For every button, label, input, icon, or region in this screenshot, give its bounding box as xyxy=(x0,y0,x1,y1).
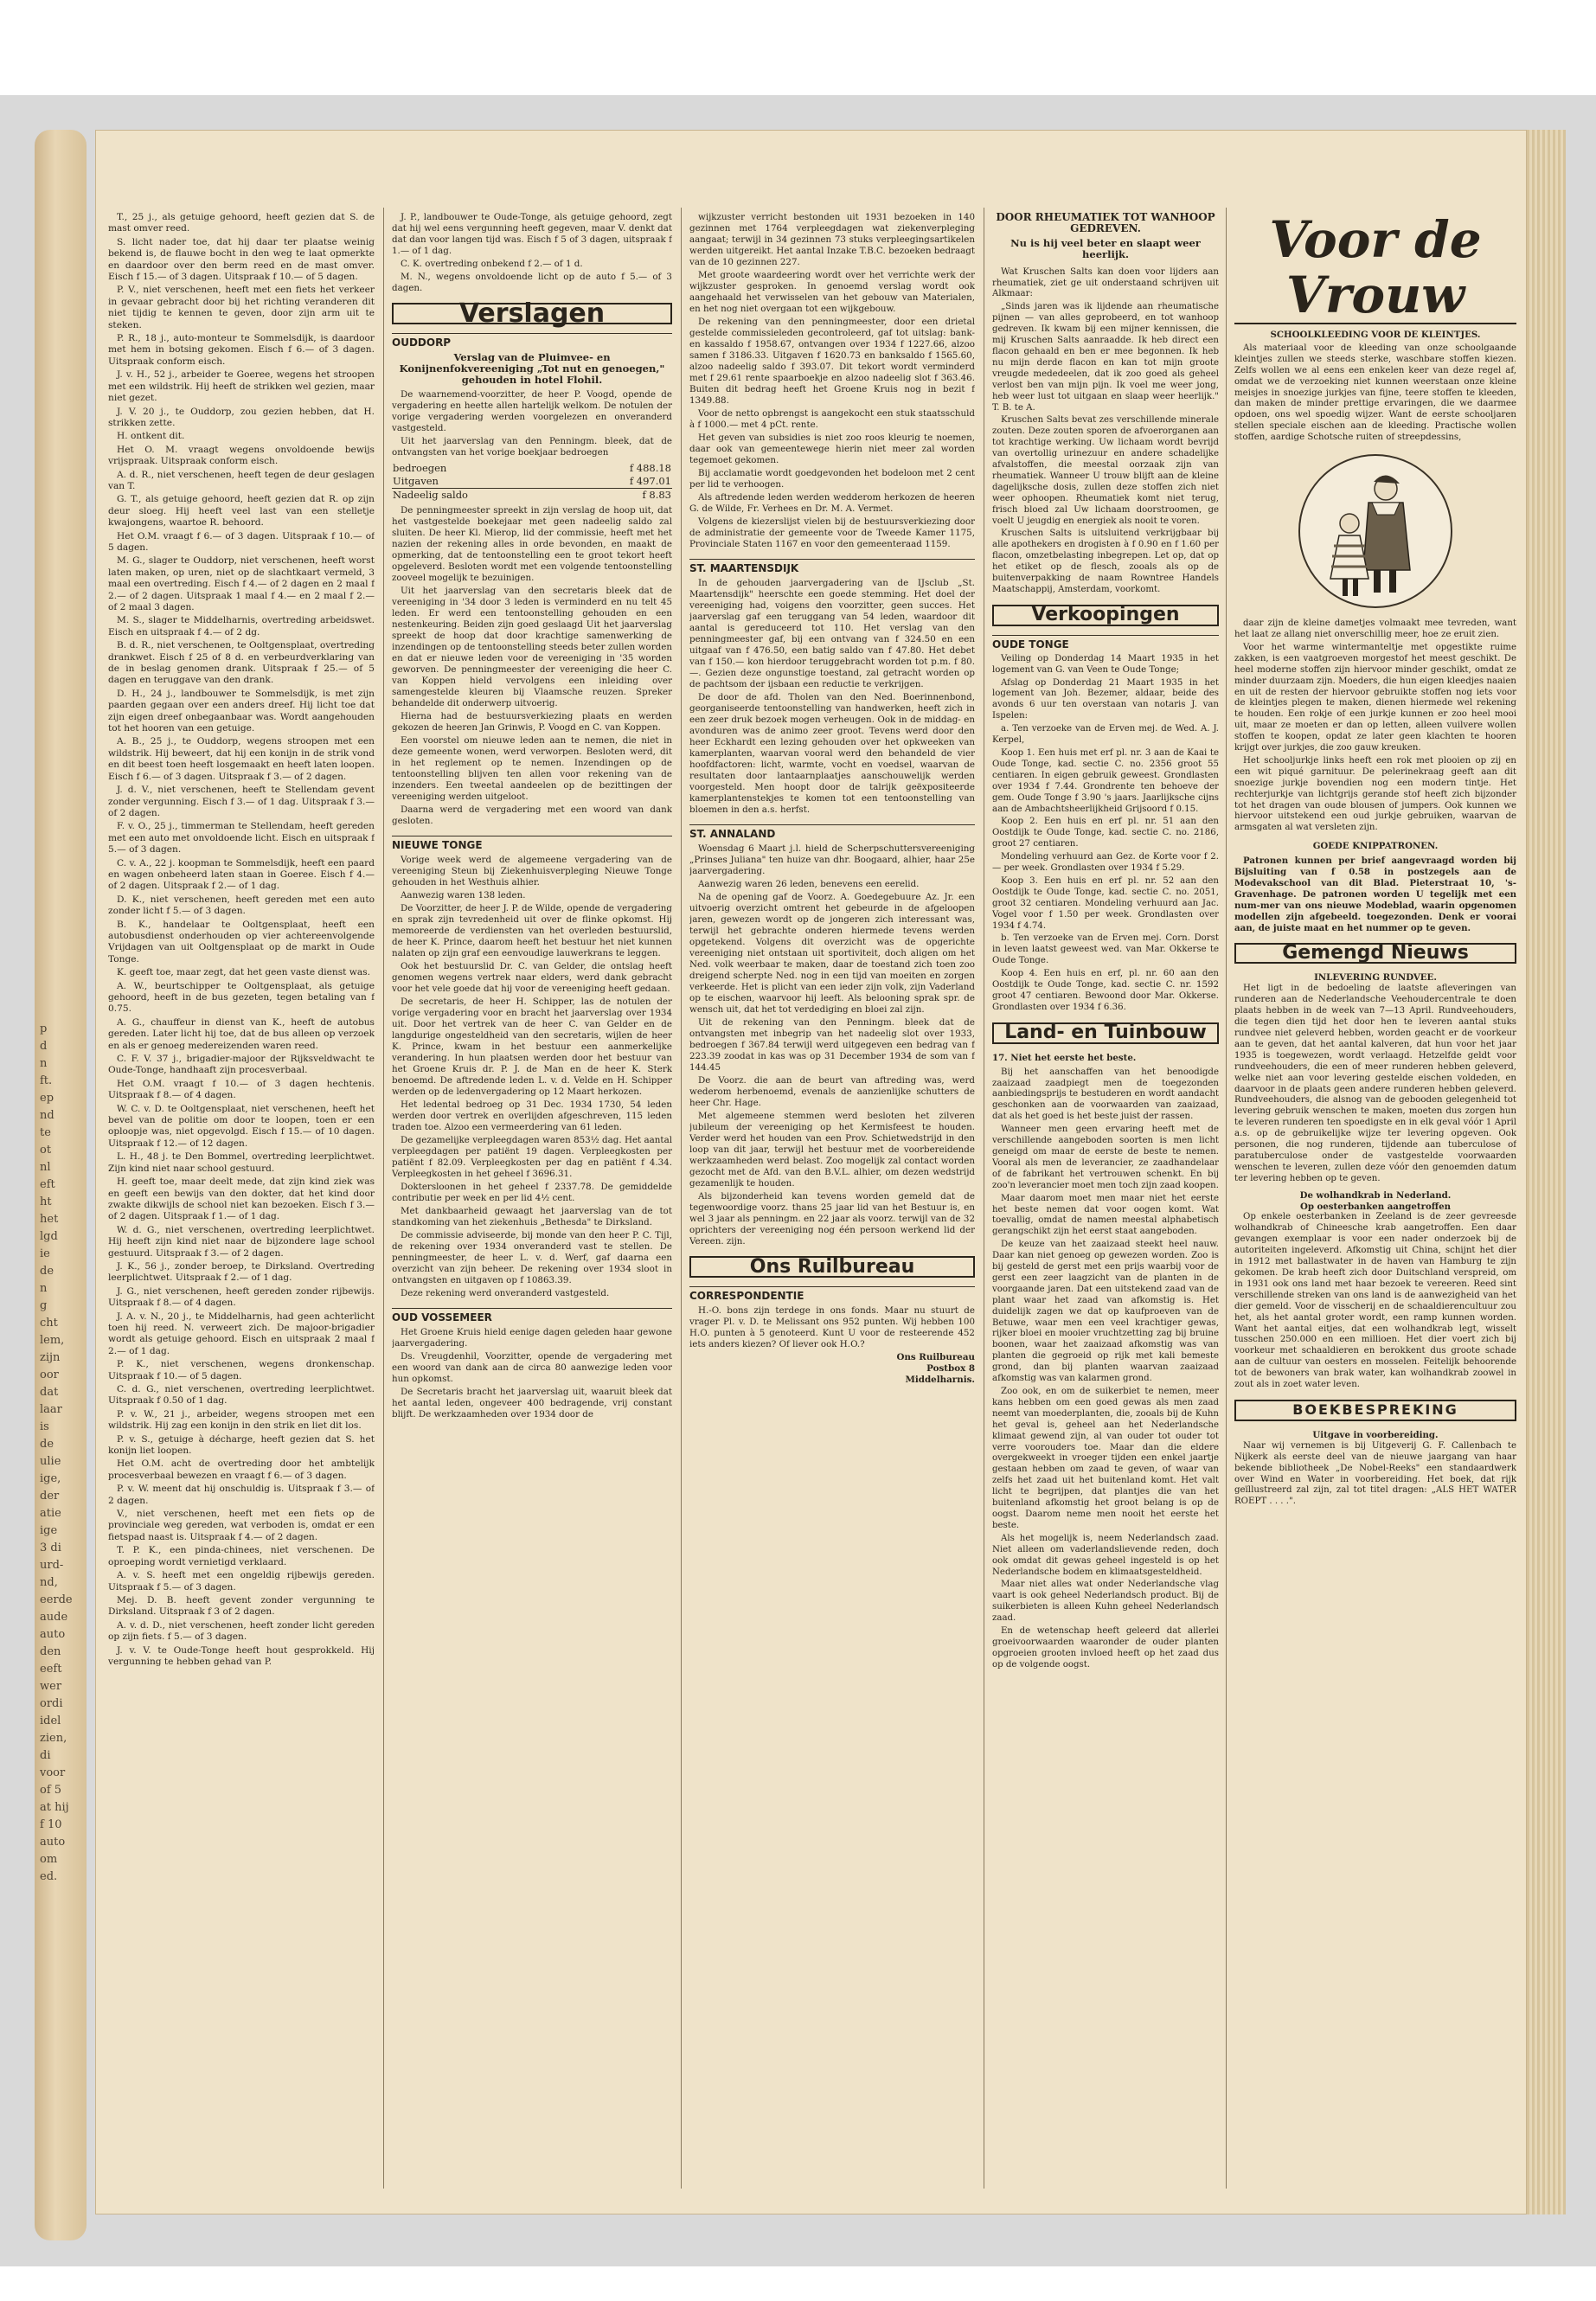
boekbespreking-subheading: Uitgave in voorbereiding. xyxy=(1312,1429,1439,1440)
finance-table xyxy=(392,462,672,502)
st-maartensdijk-report xyxy=(689,578,975,816)
oud-vossemeer-report xyxy=(392,1327,672,1420)
spine-fragment: n xyxy=(40,1057,48,1070)
oude-tonge-heading: OUDE TONGE xyxy=(992,635,1219,651)
spine-text-fragments xyxy=(40,1021,83,1886)
spine-fragment: d xyxy=(40,1040,48,1053)
table-label: bedroegen xyxy=(393,462,447,474)
report-paragraph: Het O.M. vraagt f 6.— of 3 dagen. Uitspraak f 10.— of 5 dagen. xyxy=(108,530,375,553)
st-maartensdijk-paragraph: In de gehouden jaarvergadering van de IJsclub „St. Maartensdijk" heerschte een goede stemming. Het doel der vereeniging had, voigens den voorzitter, geen succes. Het jaarverslag gaf een teruggang van 54 leden, waardoor dit aantal is gereduceerd tot 110. Het verslag van den penningmeester gaf, bij een ontvang van f 324.50 en een uitgaaf van f 476.50, een batig saldo van f 47.80. Het debet van f 150.— kon hierdoor teruggebracht worden tot p.m. f 80.—. Gezien deze ongunstige toestand, zal getracht worden op de pachtsom der ijsbaan een reductie te verkrijgen. xyxy=(689,578,975,689)
report-paragraph: M. N., wegens onvoldoende licht op de auto f 5.— of 3 dagen. xyxy=(392,272,672,293)
spine-fragment: de xyxy=(40,1265,54,1278)
kruschen-subheadline: Nu is hij veel beter en slaapt weer heerlijk. xyxy=(1010,236,1201,260)
report-paragraph: J. K., 56 j., zonder beroep, te Dirksland. Overtreding leerplichtwet. Uitspraak f 2.— of 1 dag. xyxy=(108,1260,375,1284)
table-row xyxy=(392,475,672,489)
ouddorp-paragraph: Hierna had de bestuursverkiezing plaats en werden gekozen de heeren Jan Grinwis, P. Voogd en C. van Koppen. xyxy=(392,711,672,733)
report-paragraph: Als aftredende leden werden wedderom herkozen de heeren G. de Wilde, Fr. Verhees en Dr. M. A. Vermet. xyxy=(689,492,975,514)
oud-vossemeer-heading: OUD VOSSEMEER xyxy=(392,1308,672,1324)
report-paragraph: P. R., 18 j., auto-monteur te Sommelsdijk, is daardoor met hem in botsing gekomen. Eisch f 6.— of 3 dagen. Uitspraak conform eisch. xyxy=(108,333,375,367)
kruschen-headline: DOOR RHEUMATIEK TOT WANHOOP GEDREVEN. xyxy=(996,212,1215,234)
nieuwe-tonge-paragraph: Ook het bestuurslid Dr. C. van Gelder, die ontslag heeft genomen wegens vertrek naar elders, werd dank gebracht voor het vele goede dat hij voor de vereeniging heeft gedaan. xyxy=(392,961,672,994)
report-paragraph: J. v. H., 52 j., arbeider te Goeree, wegens het stroopen met een wildstrik. Hij heeft de strikken wel gezien, maar niet gezet. xyxy=(108,369,375,404)
spine-fragment: wer xyxy=(40,1680,62,1693)
report-paragraph: J. v. V. te Oude-Tonge heeft hout gesprokkeld. Hij vergunning te hebben gehad van P. xyxy=(108,1644,375,1667)
spine-fragment: ft. xyxy=(40,1074,53,1087)
knippatronen-heading: GOEDE KNIPPATRONEN. xyxy=(1312,841,1439,852)
spine-fragment: 3 di xyxy=(40,1541,61,1554)
report-paragraph: C. F. V. 37 j., brigadier-majoor der Rijksveldwacht te Oude-Tonge, handhaaft zijn procesverbaal. xyxy=(108,1054,375,1076)
oud-vossemeer-paragraph: Ds. Vreugdenhil, Voorzitter, opende de vergadering met een woord van dank aan de circa 80 aanwezige leden voor hun opkomst. xyxy=(392,1351,672,1384)
report-paragraph: B. d. R., niet verschenen, te Ooltgensplaat, overtreding drankwet. Eisch f 25 of 8 d. en verbeurdverklaring van de in beslag genomen drank. Uitspraak f 25.— of 5 dagen en teruggave van den drank. xyxy=(108,640,375,686)
report-paragraph: P. v. W. meent dat hij onschuldig is. Uitspraak f 3.— of 2 dagen. xyxy=(108,1484,375,1506)
report-paragraph: Bij acclamatie wordt goedgevonden het bodeloon met 2 cent per lid te verhoogen. xyxy=(689,468,975,490)
report-paragraph: C. v. A., 22 j. koopman te Sommelsdijk, heeft een paard en wagen onbeheerd laten staan in Goeree. Eisch f 4.— of 2 dagen. Uitspraak f 2.— of 1 dag. xyxy=(108,857,375,892)
report-paragraph: J. V. 20 j., te Ouddorp, zou gezien hebben, dat H. strikken zette. xyxy=(108,406,375,428)
report-paragraph: P. v. W., 21 j., arbeider, wegens stroopen met een wildstrik. Hij zag een konijn in den strik en liet dit los. xyxy=(108,1408,375,1432)
table-label: Uitgaven xyxy=(393,475,439,487)
nieuwe-tonge-paragraph: Het ledental bedroeg op 31 Dec. 1934 1730, 54 leden werden door vertrek en overlijden afgeschreven, 115 leden traden toe. Alzoo een vermeerdering van 61 leden. xyxy=(392,1099,672,1132)
spine-fragment: at hij xyxy=(40,1801,69,1814)
report-paragraph: C. d. G., niet verschenen, overtreding leerplichtwet. Uitspraak f 0.50 of 1 dag. xyxy=(108,1384,375,1407)
verkooping-paragraph: a. Ten verzoeke van de Erven mej. de Wed. A. J. Kerpel, xyxy=(992,724,1219,746)
column-rule xyxy=(681,208,682,2189)
report-paragraph: W. C. v. D. te Ooltgensplaat, niet verschenen, heeft het bevel van de politie om door te loopen, toen er een oploopje was, niet opgevolgd. Eisch f 15.— of 10 dagen. Uitspraak f 12.— of 12 dagen. xyxy=(108,1103,375,1149)
kruschen-paragraph: „Sinds jaren was ik lijdende aan rheumatische pijnen — van alles geprobeerd, en tot wanhoop gedreven. Ik kwam bij een mijner kennissen, die mij Kruschen Salts aanraadde. Ik heb direct een flacon gehaald en ben er mee begonnen. Ik heb nu mijn derde flacon en kan tot mijn groote vreugde mededeelen, dat ik zoo goed als geheel verlost ben van mijn pijn. Ik voel me weer jong, heb weer lust tot uitgaan en slaap weer heerlijk." T. B. te A. xyxy=(992,302,1219,413)
report-paragraph: H. ontkent dit. xyxy=(117,431,185,442)
land-tuinbouw-paragraph: Maar niet alles wat onder Nederlandsche vlag vaart is ook geheel Nederlandsch product. Bij de suikerbieten is alleen Kuhn geheel Nederlandsch zaad. xyxy=(992,1580,1219,1624)
report-paragraph: P. K., niet verschenen, wegens dronkenschap. Uitspraak f 10.— of 5 dagen. xyxy=(108,1359,375,1381)
report-paragraph: A. d. R., niet verschenen, heeft tegen de deur geslagen van T. xyxy=(108,469,375,491)
st-annaland-paragraph: Met algemeene stemmen werd besloten het zilveren jubileum der vereeniging op het Kermisfeest te houden. Verder werd het houden van een Prov. Schietwedstrijd in den loop van dit jaar, terwijl het bestuur met de voorbereidende werkzaamheden werd belast. Zoo mogelijk zal contact worden gezocht met de Afd. van den B.V.L. alhier, om dezen wedstrijd gezamenlijk te houden. xyxy=(689,1111,975,1189)
report-paragraph: V., niet verschenen, heeft met een fiets op de provinciale weg gereden, wat verboden is, omdat er een fietspad naast is. Uitspraak f 4.— of 2 dagen. xyxy=(108,1509,375,1542)
oud-vossemeer-paragraph: Het Groene Kruis hield eenige dagen geleden haar gewone jaarvergadering. xyxy=(392,1327,672,1349)
spine-fragment: nd xyxy=(40,1109,54,1122)
report-paragraph: Volgens de kiezerslijst vielen bij de bestuursverkiezing door de administratie der gemeente voor de Tweede Kamer 1175, Provinciale Staten 1167 en voor den gemeenteraad 1159. xyxy=(689,516,975,549)
table-label: Nadeelig saldo xyxy=(392,489,571,503)
report-paragraph: T. P. K., een pinda-chinees, niet verschenen. De oproeping wordt vernietigd verklaard. xyxy=(108,1545,375,1567)
st-annaland-paragraph: Na de opening gaf de Voorz. A. Goedegebuure Az. Jr. een uitvoerig overzicht omtrent het gebeurde in de afgeloopen jaren, gewezen wordt op de jongeren zich interessant was, terwijl het gebrachte onderen hiermede tevens werden opgetekend. Volgens dit overzicht was de opgerichte vereeniging niet ontstaan uit sportiviteit, doch aligen om het Ned. volk weerbaar te maken, daar de toestand zich toen zoo dreigend scherpte Ned. nog in een tijd van moeiten en zorgen verkeerde. Het is plicht van een ieder zijn volk, zijn Vaderland op te eischen, waarvoor hij leeft. Als belooning sprak spr. de wensch uit, dat het tot verdediging en bloei zal zijn. xyxy=(689,892,975,1015)
st-annaland-paragraph: Uit de rekening van den Penningm. bleek dat de ontvangsten met inbegrip van het nadeelig slot over 1933, bedroegen f 367.84 terwijl werd uitgegeven een bedrag van f 223.39 zoodat in kas was op 31 December 1934 de som van f 144.45 xyxy=(689,1017,975,1073)
gemengd-nieuws-heading: Gemengd Nieuws xyxy=(1234,943,1516,965)
land-tuinbouw-paragraph: En de wetenschap heeft geleerd dat allerlei groeivoorwaarden waaronder de ouder planten opgroeien grooten invloed heeft op het zaad dus op de volgende oogst. xyxy=(992,1626,1219,1670)
spine-fragment: cht xyxy=(40,1317,58,1330)
report-paragraph: J. G., niet verschenen, heeft gereden zonder rijbewijs. Uitspraak f 8.— of 4 dagen. xyxy=(108,1285,375,1309)
schoolkleeding-paragraph: Het schooljurkje links heeft een rok met plooien op zij en een wit piqué garnituur. De pelerinekraag geeft aan dit snoezige jurkje bovendien nog een modern tintje. Het rechterjurkje van lichtgrijs gerande stof heeft zich bijzonder tot het dragen van oude blousen of jumpers. Ook kunnen we hiervoor uitstekend een oud jurkje gebruiken, waarvan de armsgaten al wat versleten zijn. xyxy=(1234,755,1516,833)
verkoopingen-heading: Verkoopingen xyxy=(992,605,1219,626)
report-paragraph: P. V., niet verschenen, heeft met een fiets het verkeer in gevaar gebracht door bij het richting veranderen dit niet tijdig te kennen te geven, door zijn arm uit te steken. xyxy=(108,285,375,330)
spine-fragment: of 5 xyxy=(40,1784,62,1797)
report-paragraph: Met groote waardeering wordt over het verrichte werk der wijkzuster gesproken. In genoemd verslag wordt ook aangehaald het verwisselen van het gebouw van Materialen, en het nog niet overgaan tot een wijkgebouw. xyxy=(689,270,975,314)
court-reports xyxy=(108,212,375,1668)
column-rule xyxy=(383,208,384,2189)
report-paragraph: wijkzuster verricht bestonden uit 1931 bezoeken in 140 gezinnen met 1764 verpleegdagen wat ziekenverpleging aangaat; terwijl in 34 gezinnen 73 stuks verpleegingsartikelen werden uitgereikt. Het aantal Inzake T.B.C. bezoeken bedraagt van de 10 gezinnen 227. xyxy=(689,212,975,267)
nieuwe-tonge-paragraph: De commissie adviseerde, bij monde van den heer P. C. Tijl, de rekening over 1934 onveranderd vast te stellen. De penningmeester, de heer L. v. d. Werf, gaf daarna een overzicht van zijn beheer. De rekening over 1934 sloot in ontvangsten en uitgaven op f 10863.39. xyxy=(392,1230,672,1285)
report-paragraph: C. K. overtreding onbekend f 2.— of 1 d. xyxy=(401,259,583,269)
table-row xyxy=(392,489,672,503)
spine-fragment: ed. xyxy=(40,1870,58,1883)
report-paragraph: G. T., als getuige gehoord, heeft gezien dat R. op zijn deur sloeg. Hij heeft veel last van een stelletje kwajongens, waartoe R. behoord. xyxy=(108,494,375,529)
correspondentie-text: H.-O. bons zijn terdege in ons fonds. Maar nu stuurt de vrager Pl. v. D. te Melissant ons 952 punten. Wij hebben 100 H.O. punten à 5 genoteerd. Kunt U voor de resteerende 452 iets anders kiezen? Of liever ook H.O.? xyxy=(689,1305,975,1349)
spine-fragment: aude xyxy=(40,1611,68,1624)
verkooping-paragraph: Koop 3. Een huis en erf pl. nr. 52 aan den Oostdijk te Oude Tonge, kad. sectie C. no. 2051, groot 32 centiaren. Mondeling verhuurd aan Jac. Vogel voor f 1.50 per week. Grondlasten over 1934 f 4.74. xyxy=(992,875,1219,931)
report-paragraph: D. H., 24 j., landbouwer te Sommelsdijk, is met zijn paarden gegaan over een anders dreef. Hij licht toe dat zijn eigen dreef onbegaanbaar was. Wordt aangehouden tot het hooren van een getuige. xyxy=(108,688,375,734)
column-1 xyxy=(108,212,375,2176)
st-annaland-paragraph: Als bijzonderheid kan tevens worden gemeld dat de tegenwoordige voorz. thans 25 jaar lid van het Bestuur is, en wel 3 jaar als penningm. en 22 jaar als voorz. terwijl van de 32 oprichters der vereeniging nog één persoon werkend lid der Vereen. zijn. xyxy=(689,1191,975,1247)
spine-fragment: voor xyxy=(40,1766,66,1779)
nieuwe-tonge-paragraph: Met dankbaarheid gewaagt het jaarverslag van de tot standkoming van het ziekenhuis „Bethesda" te Dirksland. xyxy=(392,1206,672,1227)
verslagen-heading: Verslagen xyxy=(392,303,672,324)
kruschen-paragraph: Kruschen Salts is uitsluitend verkrijgbaar bij alle apothekers en drogisten à f 0.90 en f 1.60 per flacon, omzetbelasting inbegrepen. Let op, dat op het etiket op de flesch, zooals als op de buitenverpakking de naam Rowntree Handels Maatschappij, Amsterdam, voorkomt. xyxy=(992,529,1219,594)
spine-fragment: ht xyxy=(40,1195,52,1208)
report-paragraph: J. A. v. N., 20 j., te Middelharnis, had geen achterlicht toen hij reed. N. verweert zich. De majoor-brigadier wordt als getuige gehoord. Eisch en uitspraak 2 maal f 2.— of 1 dag. xyxy=(108,1311,375,1356)
kruschen-paragraph: Kruschen Salts bevat zes verschillende minerale zouten. Deze zouten sporen de afvoerorganen aan tot krachtige werking. Uw lichaam wordt bevrijd van overtollig urinezuur en andere schadelijke afvalstoffen, die meestal oorzaak zijn van rheumatiek. Wanneer U trouw blijft aan de kleine dagelijksche dosis, zullen deze stoffen zich niet weer ophoopen. Rheumatiek komt niet terug, frisch bloed zal Uw lichaam doorstroomen, ge voelt U jeugdig en energiek als nooit te voren. xyxy=(992,415,1219,526)
kruschen-paragraph: Wat Kruschen Salts kan doen voor lijders aan rheumatiek, ziet ge uit onderstaand schrijven uit Alkmaar: xyxy=(992,266,1219,299)
ouddorp-paragraph: Een voorstel om nieuwe leden aan te nemen, die niet in deze gemeente wonen, werd verworpen. Besloten werd, dit in het reglement op te nemen. Inzendingen op de tentoonstelling blijven ten allen voor rekening van de inzenders. Een tweetal aandeelen op de bezittingen der vereeniging werden uitgeloot. xyxy=(392,735,672,802)
nieuwe-tonge-paragraph: Doktersloonen in het geheel f 2337.78. De gemiddelde contributie per week en per lid 4½ cent. xyxy=(392,1182,672,1203)
spine-fragment: eeft xyxy=(40,1663,62,1676)
report-paragraph: A. B., 25 j., te Ouddorp, wegens stroopen met een wildstrik. Hij beweert, dat hij een konijn in de strik vond en dit beest toen heeft losgemaakt en heeft laten loopen. Eisch f 6.— of 3 dagen. Uitspraak f 3.— of 2 dagen. xyxy=(108,736,375,782)
voor-de-vrouw-masthead: Voor de Vrouw xyxy=(1234,212,1516,324)
spine-fragment: nl xyxy=(40,1161,51,1174)
nieuwe-tonge-paragraph: Deze rekening werd onveranderd vastgesteld. xyxy=(401,1288,610,1298)
ouddorp-heading: OUDDORP xyxy=(392,333,672,349)
nieuwe-tonge-paragraph: De Voorzitter, de heer J. P. de Wilde, opende de vergadering en sprak zijn tevredenheid uit over de flinke opkomst. Hij memoreerde de verdiensten van het overleden bestuurslid, de heer K. Prince, daarom heeft het bestuur het niet kunnen nalaten op zijn graf een eenvoudige lauwerkrans te leggen. xyxy=(392,903,672,958)
wolhandkrab-subheading: Op oesterbanken aangetroffen xyxy=(1299,1201,1452,1212)
nieuwe-tonge-paragraph: De gezamelijke verpleegdagen waren 853½ dag. Het aantal verpleegdagen per patiënt 19 dagen. Verpleegkosten per patiënt f 82.09. Verpleegkosten per dag en patiënt f 4.34. Verpleegkosten in het geheel f 3696.31. xyxy=(392,1135,672,1179)
table-value: f 488.18 xyxy=(629,462,671,474)
correspondentie-heading: CORRESPONDENTIE xyxy=(689,1286,975,1302)
spine-fragment: n xyxy=(40,1282,48,1295)
report-paragraph: Het geven van subsidies is niet zoo roos kleurig te noemen, daar ook van gemeentewege hierin niet meer zal worden tegemoet gekomen. xyxy=(689,433,975,465)
table-value: f 8.83 xyxy=(571,489,672,503)
land-tuinbouw-paragraph: Maar daarom moet men maar niet het eerste het beste nemen dat voor oogen komt. Wat toevallig, omdat de namen meestal alphabetisch gerangschikt zijn het eerst staat aangeboden. xyxy=(992,1193,1219,1237)
spine-fragment: ie xyxy=(40,1247,50,1260)
spine-fragment: ige, xyxy=(40,1472,61,1485)
spine-fragment: eerde xyxy=(40,1593,73,1606)
kruschen-advertorial xyxy=(992,267,1219,596)
land-subheading: 17. Niet het eerste het beste. xyxy=(992,1052,1137,1063)
ouddorp-paragraph: Uit het jaarverslag van den Penningm. bleek, dat de ontvangsten van het vorige boekjaar bedroegen xyxy=(392,436,672,458)
table-row xyxy=(392,462,672,475)
spine-fragment: de xyxy=(40,1438,54,1451)
report-paragraph: P. v. S., getuige à décharge, heeft gezien dat S. het konijn liet loopen. xyxy=(108,1433,375,1457)
schoolkleeding-paragraph: Voor het warme wintermanteltje met opgestikte ruime zakken, is een vaatgroeven morgestof het meest geschikt. De heel moderne stoffen zijn hiervoor minder geschikt, omdat ze minder duurzaam zijn. Moeders, die hun eigen kleedjes naaien en uit de resten der hiervoor gebruikte stoffen nog iets voor de kleintjes plegen te maken, dienen hiermede wel rekening te houden. Een rokje of een jurkje kunnen er zoo heel mooi uit, maar ze moeten er dan op letten, alleen vuilvere wollen stoffen te koopen, opdat ze later geen klachten te hooren krijgt over jurkjes, die zoo gauw kreuken. xyxy=(1234,642,1516,753)
rundvee-heading: INLEVERING RUNDVEE. xyxy=(1314,972,1437,984)
st-maartensdijk-heading: ST. MAARTENSDIJK xyxy=(689,559,975,574)
spine-fragment: p xyxy=(40,1022,48,1035)
spine-fragment: urd- xyxy=(40,1559,64,1572)
spine-fragment: f 10 xyxy=(40,1818,62,1831)
spine-fragment: auto xyxy=(40,1628,66,1641)
schoolkleeding-intro: Als materiaal voor de kleeding van onze schoolgaande kleintjes zullen we steeds sterke, waschbare stoffen kiezen. Zelfs wollen we al eens een enkelen keer van deze regel af, omdat we de verzoeking niet kunnen weerstaan onze kleine meisjes in snoezige jurkjes van fijne, teere stoffen te kleeden, dan maken de minder prettige ervaringen, die we daarmee opdoen, ons wel spoedig wijzer. Want de eerste schooljaren stellen speciale eischen aan de kleeding. Practische wollen stoffen, aardige Schotsche ruiten of streepdessins, xyxy=(1234,343,1516,443)
land-tuinbouw-paragraph: Wanneer men geen ervaring heeft met de verschillende aangeboden soorten is men licht geneigd om maar de eerste de beste te nemen. Vooral als men de leverancier, ze zaadhandelaar of de fabrikant het vertrouwen schenkt. En bij zoo'n leverancier moet men toch zijn zaad koopen. xyxy=(992,1125,1219,1190)
spine-fragment: auto xyxy=(40,1836,66,1849)
ouddorp-paragraph: Daarna werd de vergadering met een woord van dank gesloten. xyxy=(392,804,672,826)
spine-fragment: het xyxy=(40,1213,59,1226)
column-2 xyxy=(392,212,672,2176)
st-annaland-paragraph: Aanwezig waren 26 leden, benevens een eerelid. xyxy=(698,879,920,889)
spine-fragment: zien, xyxy=(40,1732,67,1745)
verkooping-paragraph: Koop 4. Een huis en erf, pl. nr. 60 aan den Oostdijk te Oude Tonge, kad. sectie C. nr. 1592 groot 47 centiaren. Bewoond door Mar. Okkerse. Grondlasten over 1934 f 6.36. xyxy=(992,969,1219,1012)
land-tuinbouw-paragraph: Zoo ook, en om de suikerbiet te nemen, meer kans hebben om een goed gewas als men zaad neemt van moederplanten, die, zooals bij de Kuhn het geval is, geheel aan het Nederlandsche klimaat gewend zijn, al van ouder tot ouder tot verre voorouders toe. Maar dan die eldere overgekweekt in vroeger tijden een enkel jaartje gestaan hebben om zaad te geven, of waar van zelfs het zaad uit het buitenland komt. Het valt licht te begrijpen, dat plantjes die van het buitenland afkomstig het groot belang is op de oogst. Daarom neme men nooit het eerste het beste. xyxy=(992,1387,1219,1530)
spine-fragment: ordi xyxy=(40,1697,63,1710)
report-paragraph: Het O.M. vraagt f 10.— of 3 dagen hechtenis. Uitspraak f 8.— of 4 dagen. xyxy=(108,1078,375,1101)
schoolkleeding-article xyxy=(1234,619,1516,834)
spine-fragment: den xyxy=(40,1645,61,1658)
column-4 xyxy=(992,212,1219,2176)
verkooping-paragraph: Veiling op Donderdag 14 Maart 1935 in het logement van G. van Veen te Oude Tonge; xyxy=(992,653,1219,675)
ouddorp-paragraph: Uit het jaarverslag van den secretaris bleek dat de vereeniging in '34 door 3 leden is verminderd en nu telt 45 leden. Er werd een tentoonstelling gehouden en een nestenkeuring. Beiden zijn goed geslaagd Uit het jaarverslag spreekt de hoop dat door krachtige samenwerking de inzendingen op de tentoonstelling steeds beter zullen worden en dat er nieuwe leden voor de vereeniging in '35 worden geworven. De penningmeester der vereeniging die heer C. van Koppen hield vervolgens een inleiding over samengestelde kleuren bij Vlaamsche reuzen. Spreker behandelde dit onderwerp uitvoerig. xyxy=(392,586,672,708)
oud-vossemeer-paragraph: De Secretaris bracht het jaarverslag uit, waaruit bleek dat het aantal leden, ongeveer 400 bedragende, vrij constant blijft. De werkzaamheden over 1934 door de xyxy=(392,1387,672,1420)
boekbespreking-text: Naar wij vernemen is bij Uitgeverij G. F. Callenbach te Nijkerk als eerste deel van de nieuwe jaargang van haar bekende bibliotheek „De Nobel-Reeks" een standaardwerk over Wind en Water in voorbereiding. Het boek, dat rijk geïllustreerd zal zijn, zal tot titel dragen: „ALS HET WATER ROEPT . . . .". xyxy=(1234,1440,1516,1507)
verkooping-paragraph: Mondeling verhuurd aan Gez. de Korte voor f 2.— per week. Grondlasten over 1934 f 5.29. xyxy=(992,852,1219,874)
contact-line: Middelharnis. xyxy=(905,1375,975,1385)
report-paragraph: D. K., niet verschenen, heeft gereden met een auto zonder licht f 5.— of 3 dagen. xyxy=(108,894,375,917)
st-annaland-paragraph: Woensdag 6 Maart j.l. hield de Scherpschuttersvereeniging „Prinses Juliana" ten huize van dhr. Boogaard, alhier, haar 25e jaarvergadering. xyxy=(689,843,975,876)
spine-fragment: is xyxy=(40,1420,49,1433)
court-reports-continued xyxy=(392,212,672,294)
wolhandkrab-text: Op enkele oesterbanken in Zeeland is de zeer gevreesde wolhandkrab of Chineesche krab aangetroffen. Een daar gevangen exemplaar is voor een nader onderzoek bij de autoriteiten ingeleverd. Afkomstig uit China, schijnt het dier in 1912 met ballastwater in de haven van Hamburg te zijn gekomen. De krab heeft zich door Duitschland verspreid, om in 1931 ook ons land met haar bezoek te vereeren. Reed sint verschillende streken van ons land is de aanwezigheid van het dier gemeld. Voor de visscherij en de schaaldierencultuur zou het, als het aantal groter wordt, een ramp kunnen worden. Want het aantal eitjes, dat een wolhandkrab legt, wisselt tusschen 250.000 en een millioen. Het dier voert zich bij voorkeur met schaaldieren en berokkent dus groote schade aan de cultuur van oesters en mosselen. Feitelijk behoorende tot de bewoners van brak water, kan wolhandkrab zoowel in zout als in zoet water leven. xyxy=(1234,1212,1516,1390)
st-maartensdijk-paragraph: De door de afd. Tholen van den Ned. Boerinnenbond, georganiseerde tentoonstelling van handwerken, heeft zich in een zeer druk bezoek mogen verheugen. Ook in de middag- en avonduren was de animo zeer groot. Tevens werd door den heer Eckhardt een lezing gehouden over het opkweeken van kamerplanten, waarvan vooral werd den behandeld de vier hoofdfactoren: licht, warmte, vocht en voedsel, waarvan de resultaten door lantaarnplaatjes aanschouwelijk werden voorgesteld. Men hoopt door de talrijk geëxpositeerde kamerplantenstekjes te komen tot een tentoonstelling van bloemen in den a.s. herfst. xyxy=(689,692,975,815)
report-paragraph: M. S., slager te Middelharnis, overtreding arbeidswet. Eisch en uitspraak f 4.— of 2 dg. xyxy=(108,615,375,638)
nieuwe-tonge-paragraph: Vorige week werd de algemeene vergadering van de vereeniging Steun bij Ziekenhuisverpleging Nieuwe Tonge gehouden in het Westhuis alhier. xyxy=(392,855,672,888)
table-value: f 497.01 xyxy=(629,475,671,487)
spine-fragment: laar xyxy=(40,1403,62,1416)
land-tuinbouw-heading: Land- en Tuinbouw xyxy=(992,1022,1219,1044)
report-paragraph: K. geeft toe, maar zegt, dat het geen vaste dienst was. xyxy=(117,967,370,978)
report-paragraph: F. v. O., 25 j., timmerman te Stellendam, heeft gereden met een auto met onvoldoende licht. Eisch en uitspraak f 5.— of 3 dagen. xyxy=(108,821,375,856)
report-paragraph: Het O. M. vraagt wegens onvoldoende bewijs vrijspraak. Uitspraak conform eisch. xyxy=(108,444,375,467)
report-paragraph: Voor de netto opbrengst is aangekocht een stuk staatsschuld à f 1000.— met 4 pCt. rente. xyxy=(689,408,975,430)
spine-fragment: eft xyxy=(40,1178,55,1191)
nieuwe-tonge-heading: NIEUWE TONGE xyxy=(392,836,672,851)
ouddorp-subheading: Verslag van de Pluimvee- en Konijnenfokvereeniging „Tot nut en genoegen," gehouden in hotel Flohil. xyxy=(399,351,665,386)
spine-fragment: te xyxy=(40,1126,51,1139)
land-tuinbouw-paragraph: Als het mogelijk is, neem Nederlandsch zaad. Niet alleen om vaderlandslievende reden, doch ook omdat dit gewas geheel ingesteld is op het Nederlandsche bodem en klimaatsgesteldheid. xyxy=(992,1533,1219,1577)
spine-fragment: idel xyxy=(40,1715,61,1727)
spine-fragment: ige xyxy=(40,1524,58,1537)
report-paragraph: Het O.M. acht de overtreding door het ambtelijk procesverbaal bewezen en vraagt f 6.— of 3 dagen. xyxy=(108,1458,375,1481)
ons-ruilbureau-heading: Ons Ruilbureau xyxy=(689,1256,975,1278)
verkooping-paragraph: Afslag op Donderdag 21 Maart 1935 in het logement van Joh. Bezemer, aldaar, beide des avonds 6 uur ten overstaan van notaris J. van Ispelen: xyxy=(992,677,1219,721)
spine-fragment: atie xyxy=(40,1507,61,1520)
wolhandkrab-heading: De wolhandkrab in Nederland. xyxy=(1299,1189,1452,1201)
page-edge xyxy=(1527,130,1566,2214)
ruilbureau-contact xyxy=(689,1352,975,1386)
knippatronen-text: Patronen kunnen per brief aangevraagd worden bij Bijsluiting van f 0.58 in postzegels aan de Modevakschool van dit Blad. Pieterstraat 10, 's-Gravenhage. De patronen worden U tegelijk met een num-mer van ons nieuwe Modeblad, waarin opgenomen modellen zijn afgebeeld. toegezonden. Denk er voorai aan, de juiste maat en het nummer op te geven. xyxy=(1234,856,1516,933)
spine-fragment: lgd xyxy=(40,1230,58,1243)
spine-fragment: nd, xyxy=(40,1576,58,1589)
ouddorp-paragraph: De waarnemend-voorzitter, de heer P. Voogd, opende de vergadering en heette allen hartelijk welkom. De notulen der vorige vergadering werden voorgelezen en onveranderd vastgesteld. xyxy=(392,389,672,433)
schoolkleeding-paragraph: daar zijn de kleine dametjes volmaakt mee tevreden, want het laat ze allang niet onverschillig meer, hoe ze eruit zien. xyxy=(1234,619,1516,639)
rundvee-text: Het ligt in de bedoeling de laatste afleveringen van runderen aan de Nederlandsche Veehoudercentrale te doen plaats hebben in de week van 7—13 April. Rundveehouders, die tegen dien tijd het door hen te leveren aantal stuks rundvee niet geleverd hebben, worden geacht er de voorkeur aan te geven, dat het aantal kalveren, dat hun voor het jaar 1935 is toegewezen, wordt verlaagd. Hetzelfde geldt voor rundveehouders, die een of meer runderen hebben geleverd, welke niet aan voor levering gestelde eischen voldeden, en daarvoor in de plaats geen andere runderen hebben geleverd. Rundveehouders, die alsnog van de gebooden gelegenheid tot levering gebruik wenschen te maken, moeten dus zorgen hun te leveren runderen ten spoedigste en in elk geval vóór 1 April a.s. op de gebruikelijke wijze ter levering opgeven. Ook personen, die nog runderen, tijdende aan tuberculose of paratuberculose onder de vastgestelde voorwaarden wenschen te leveren, zullen deze vóór den genoemden datum ter levering hebben op te geven. xyxy=(1234,984,1516,1183)
spine-fragment: zijn xyxy=(40,1351,61,1364)
report-paragraph: Mej. D. B. heeft gevent zonder vergunning te Dirksland. Uitspraak f 3 of 2 dagen. xyxy=(108,1594,375,1618)
spine-fragment: ep xyxy=(40,1092,54,1105)
land-tuinbouw-paragraph: Bij het aanschaffen van het benoodigde zaaizaad zaadpiegt men de toegezonden aanbiedingsprijs te bestuderen en wordt aandacht geschonken aan de voorwaarden van zaaizaad, dat als het goed is het beste juist der rassen. xyxy=(992,1067,1219,1122)
nieuwe-tonge-paragraph: De secretaris, de heer H. Schipper, las de notulen der vorige vergadering voor en bracht het jaarverslag over 1934 uit. Door het vertrek van de heer C. van Gelder en de langdurige ongesteldheid van den secretaris, wijlen de heer K. Prince, kwam in het bestuur een aanmerkelijke verandering. In hun plaatsen werden door het bestuur van het Groene Kruis dr. P. J. de Man en de heer K. Sterk benoemd. De aftredende leden L. v. d. Velde en H. Schipper werden op de ledenvergadering op 12 Maart herkozen. xyxy=(392,997,672,1097)
st-annaland-report xyxy=(689,843,975,1247)
spine-fragment: om xyxy=(40,1853,58,1866)
contact-line: Ons Ruilbureau xyxy=(896,1352,975,1362)
column-5 xyxy=(1234,212,1516,2176)
report-paragraph: A. v. S. heeft met een ongeldig rijbewijs gereden. Uitspraak f 5.— of 3 dagen. xyxy=(108,1570,375,1593)
spine-fragment: dat xyxy=(40,1386,59,1399)
report-paragraph: H. geeft toe, maar deelt mede, dat zijn kind ziek was en geeft een bewijs van den dokter, dat het kind door zwakte dikwijls de school niet kan bezoeken. Eisch f 3.— of 2 dagen. Uitspraak f 1.— of 1 dag. xyxy=(108,1176,375,1222)
report-paragraph: S. licht nader toe, dat hij daar ter plaatse weinig bekend is, de flauwe bocht in den weg te laat opmerkte en daardoor over den berm reed en de mast omver. Eisch f 15.— of 3 dagen. Uitspraak f 10.— of 5 dagen. xyxy=(108,236,375,283)
land-tuinbouw-paragraph: De keuze van het zaaizaad steekt heel nauw. Daar kan niet genoeg op gewezen worden. Zoo is bij gesteld de gerst met een prijs waarbij voor de gerst een zeer laagzicht van de planten in de voorgaande jaren. Dat een uitstekend zaad van de plant waar het zaad van afkomstig is. Het duidelijk zagen we dat op kaufproeven van de Betuwe, waar men een veel krachtiger gewas, rijker bloei en mooier vruchtzetting zag bij bruine boonen, waar het zaaizaad afkomstig was van planten die gegroeid op rijk met kali bemeste grond, dan bij planten waarvan zaaizaad afkomstig was van kalarmen grond. xyxy=(992,1240,1219,1384)
column-3 xyxy=(689,212,975,2176)
report-paragraph: A. G., chauffeur in dienst van K., heeft de autobus gereden. Later licht hij toe, dat de bus alleen op verzoek en als er genoeg medereizenden waren reed. xyxy=(108,1016,375,1051)
report-paragraph: W. d. G., niet verschenen, overtreding leerplichtwet. Hij heeft zijn kind niet naar de bijzondere lage school gestuurd. Uitspraak f 3.— of 2 dagen. xyxy=(108,1224,375,1259)
children-fashion-illustration xyxy=(1289,449,1462,613)
spine-fragment: lem, xyxy=(40,1334,65,1347)
spine-fragment: g xyxy=(40,1299,48,1312)
spine-fragment: ulie xyxy=(40,1455,61,1468)
spine-fragment: ot xyxy=(40,1144,52,1157)
ouddorp-report xyxy=(392,505,672,827)
report-paragraph: J. P., landbouwer te Oude-Tonge, als getuige gehoord, zegt dat hij wel eens vergunning heeft gegeven, maar V. denkt dat dat dan voor langen tijd was. Eisch f 5 of 3 dagen, uitspraak f 1.— of 1 dag. xyxy=(392,212,672,256)
oud-vossemeer-continued xyxy=(689,212,975,550)
boekbespreking-heading: BOEKBESPREKING xyxy=(1234,1400,1516,1421)
column-rule xyxy=(1226,208,1227,2189)
spine-fragment: der xyxy=(40,1490,60,1503)
report-paragraph: J. d. V., niet verschenen, heeft te Stellendam gevent zonder vergunning. Eisch f 3.— of 1 dag. Uitspraak f 3.— of 2 dagen. xyxy=(108,785,375,818)
contact-line: Postbox 8 xyxy=(926,1363,975,1374)
st-annaland-paragraph: De Voorz. die aan de beurt van aftreding was, werd wederom herbenoemd, evenals de aanzienlijke schutters de heer Chr. Hage. xyxy=(689,1075,975,1108)
nieuwe-tonge-paragraph: Aanwezig waren 138 leden. xyxy=(401,890,526,901)
report-paragraph: T., 25 j., als getuige gehoord, heeft gezien dat S. de mast omver reed. xyxy=(108,212,375,234)
report-paragraph: L. H., 48 j. te Den Bommel, overtreding leerplichtwet. Zijn kind niet naar school gestuurd. xyxy=(108,1151,375,1174)
land-tuinbouw-article xyxy=(992,1067,1219,1671)
spine-fragment: oor xyxy=(40,1368,59,1381)
report-paragraph: A. v. d. D., niet verschenen, heeft zonder licht gereden op zijn fiets. f 5.— of 3 dagen. xyxy=(108,1619,375,1643)
schoolkleeding-heading: SCHOOLKLEEDING VOOR DE KLEINTJES. xyxy=(1270,330,1481,340)
ouddorp-paragraph: De penningmeester spreekt in zijn verslag de hoop uit, dat het vastgestelde boekejaar met geen nadeelig saldo zal sluiten. De heer Kl. Mierop, lid der commissie, heeft met het nazien der rekening alles in orde bevonden, en maakt de opmerking, dat de tentoonstelling een te groot tekort heeft opgeleverd. Besloten wordt met een volgende tentoonstelling zooveel mogelijk te bezuinigen. xyxy=(392,505,672,583)
verkooping-paragraph: b. Ten verzoeke van de Erven mej. Corn. Dorst in leven laatst geweest wed. van Mar. Okkerse te Oude Tonge. xyxy=(992,933,1219,966)
spine-fragment: di xyxy=(40,1749,51,1762)
report-paragraph: M. G., slager te Ouddorp, niet verschenen, heeft worst laten maken, op uren, niet op de slachtkaart vermeld, 3 maal een overtreding. Eisch f 4.— of 2 dagen en 2 maal f 2.— of 2 dagen. Uitspraak 1 maal f 4.— en 2 maal f 2.— of 2 maal 3 dagen. xyxy=(108,555,375,612)
report-paragraph: A. W., beurtschipper te Ooltgensplaat, als getuige gehoord, heeft in de bus gezeten, tegen betaling van f 0.75. xyxy=(108,980,375,1015)
verkooping-paragraph: Koop 1. Een huis met erf pl. nr. 3 aan de Kaai te Oude Tonge, kad. sectie C. no. 2356 groot 55 centiaren. In eigen gebruik geweest. Grondlasten over 1934 f 7.44. Grondrente ten behoeve der gem. Oude Tonge f 3.90 's jaars. Jaarlijksche cijns aan de Ambachtsheerlijkheid Grijsoord f 0.15. xyxy=(992,747,1219,814)
nieuwe-tonge-report xyxy=(392,855,672,1299)
verkoopingen-list xyxy=(992,654,1219,1014)
verkooping-paragraph: Koop 2. Een huis en erf pl. nr. 51 aan den Oostdijk te Oude Tonge, kad. sectie C. no. 2186, groot 27 centiaren. xyxy=(992,817,1219,849)
report-paragraph: B. K., handelaar te Ooltgensplaat, heeft een autobusdienst onderhouden op vier achtereenvolgende Vrijdagen van uit Ooltgensplaat op de markt in Oude Tonge. xyxy=(108,919,375,965)
report-paragraph: De rekening van den penningmeester, door een drietal gestelde commissieleden gecontroleerd, gaf tot uitslag: bank- en kassaldo f 1958.67, ontvangen over 1934 f 1227.66, alzoo samen f 3186.33. Uitgaven f 1620.73 en banksaldo f 1565.60, alzoo nadeelig saldo f 393.07. Dit tekort wordt verminderd met f 29.61 rente spaarboekje en alzoo nadeelig slot f 363.46. Buiten dit bedrag heeft het Groene Kruis nog in bezit f 1349.88. xyxy=(689,317,975,406)
st-annaland-heading: ST. ANNALAND xyxy=(689,824,975,840)
